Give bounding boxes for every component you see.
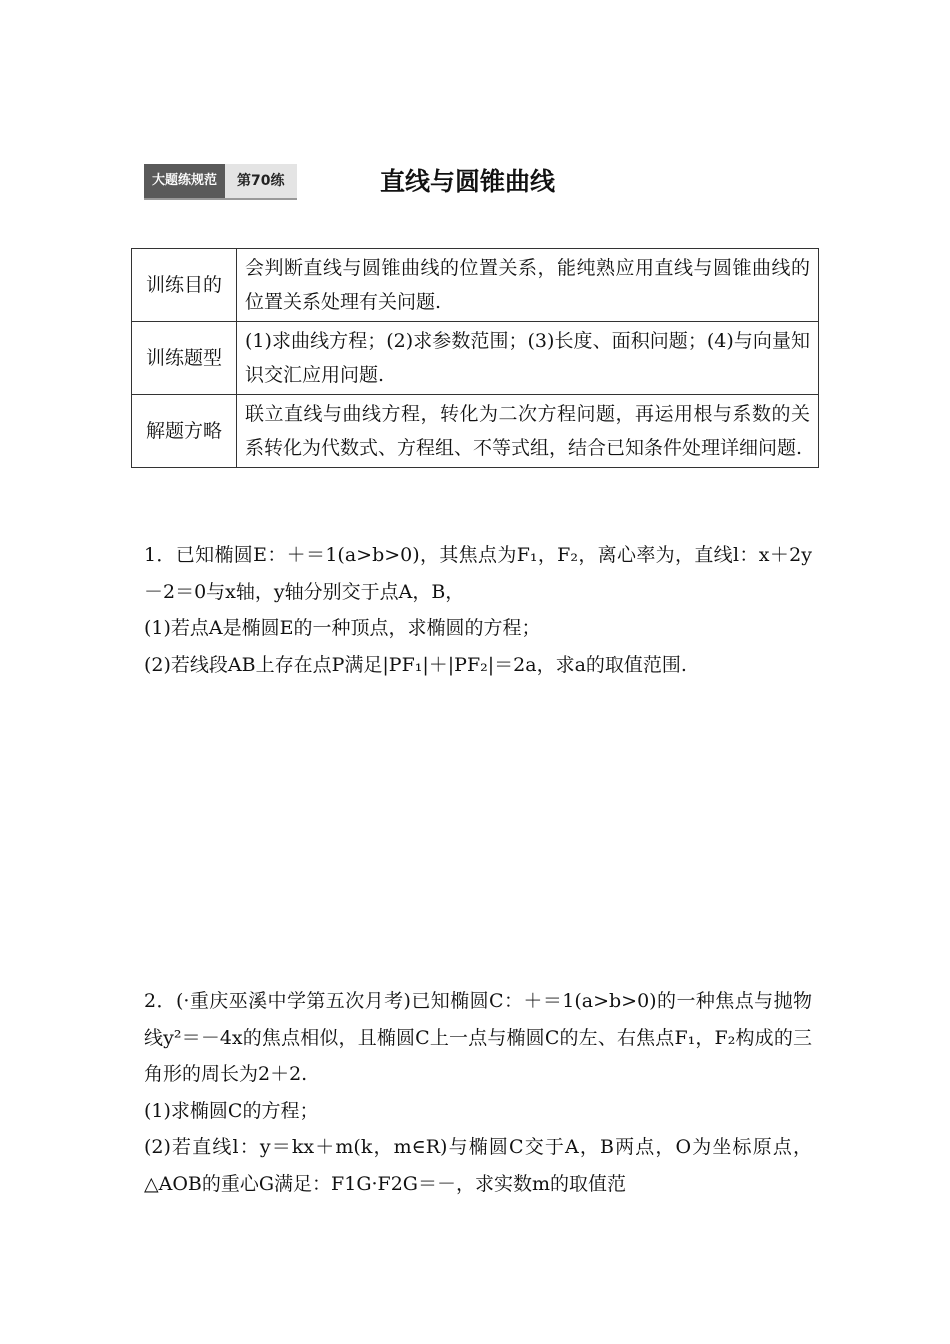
- badge-category: 大题练规范: [144, 164, 225, 198]
- table-row: [132, 395, 819, 468]
- row-content: 联立直线与曲线方程，转化为二次方程问题，再运用根与系数的关系转化为代数式、方程组、不等式组，结合已知条件处理详细问题.: [237, 395, 819, 468]
- problem-stem: 1．已知椭圆E：＋＝1(a>b>0)，其焦点为F₁，F₂，离心率为，直线l：x＋2y－2＝0与x轴，y轴分别交于点A，B，: [144, 544, 812, 603]
- row-label: 训练目的: [132, 249, 237, 322]
- problem-1: [144, 537, 812, 683]
- section-badge: [144, 164, 297, 200]
- badge-exercise-number: 第70练: [225, 164, 296, 198]
- row-content: 会判断直线与圆锥曲线的位置关系，能纯熟应用直线与圆锥曲线的位置关系处理有关问题.: [237, 249, 819, 322]
- row-label: 解题方略: [132, 395, 237, 468]
- problem-stem: 2．(·重庆巫溪中学第五次月考)已知椭圆C：＋＝1(a>b>0)的一种焦点与抛物线y²＝－4x的焦点相似，且椭圆C上一点与椭圆C的左、右焦点F₁，F₂构成的三角形的周长为2＋2.: [144, 990, 812, 1085]
- problem-2: [144, 983, 812, 1202]
- page-title: 直线与圆锥曲线: [380, 167, 556, 196]
- table-row: [132, 249, 819, 322]
- training-info-table: [131, 248, 819, 468]
- problem-part-1: (1)若点A是椭圆E的一种顶点，求椭圆的方程；: [144, 617, 541, 639]
- row-content: (1)求曲线方程；(2)求参数范围；(3)长度、面积问题；(4)与向量知识交汇应用问题.: [237, 322, 819, 395]
- problem-part-2: (2)若线段AB上存在点P满足|PF₁|＋|PF₂|＝2a，求a的取值范围.: [144, 653, 687, 676]
- row-label: 训练题型: [132, 322, 237, 395]
- table-row: [132, 322, 819, 395]
- problem-part-2: (2)若直线l：y＝kx＋m(k，m∈R)与椭圆C交于A，B两点，O为坐标原点，△AOB的重心G满足：F1G·F2G＝－，求实数m的取值范: [144, 1136, 812, 1195]
- problem-part-1: (1)求椭圆C的方程；: [144, 1099, 319, 1122]
- page-header: [144, 164, 824, 204]
